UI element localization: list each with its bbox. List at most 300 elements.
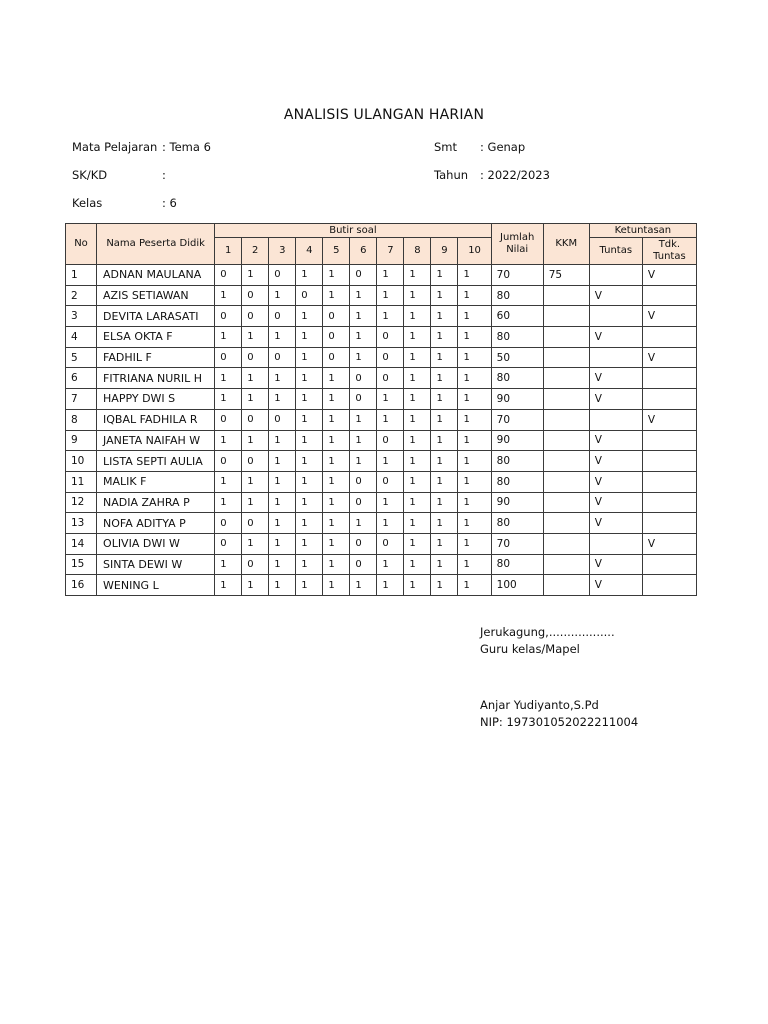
row-score: 0 [269,347,296,368]
row-score: 0 [350,492,377,513]
row-jumlah-nilai: 80 [491,285,543,306]
row-tuntas [589,409,642,430]
row-score: 0 [350,533,377,554]
row-score: 1 [431,409,458,430]
header-butir-soal: Butir soal [215,224,491,238]
row-tdk-tuntas: V [642,347,696,368]
row-score: 1 [431,327,458,348]
row-score: 1 [377,451,404,472]
row-jumlah-nilai: 70 [491,533,543,554]
row-tuntas: V [589,513,642,534]
row-tdk-tuntas [642,492,696,513]
row-kkm [543,430,589,451]
row-score: 1 [350,306,377,327]
row-score: 1 [296,409,323,430]
row-tuntas [589,265,642,286]
row-score: 1 [404,265,431,286]
row-score: 1 [377,285,404,306]
row-no: 7 [66,389,97,410]
row-score: 0 [242,554,269,575]
row-score: 1 [431,533,458,554]
row-score: 1 [323,554,350,575]
table-row [66,285,697,306]
row-score: 0 [215,451,242,472]
row-no: 6 [66,368,97,389]
row-score: 1 [296,554,323,575]
row-no: 8 [66,409,97,430]
row-score: 1 [323,389,350,410]
row-nama: NOFA ADITYA P [97,513,215,534]
row-score: 1 [296,327,323,348]
row-no: 13 [66,513,97,534]
row-score: 1 [377,554,404,575]
row-no: 15 [66,554,97,575]
row-no: 4 [66,327,97,348]
row-score: 1 [377,265,404,286]
row-kkm [543,492,589,513]
row-nama: FADHIL F [97,347,215,368]
table-row [66,368,697,389]
row-score: 1 [458,368,491,389]
row-score: 1 [458,513,491,534]
row-score: 1 [458,430,491,451]
row-kkm [543,575,589,596]
row-score: 0 [242,513,269,534]
row-score: 0 [350,389,377,410]
row-score: 1 [458,575,491,596]
row-tdk-tuntas [642,575,696,596]
row-score: 1 [350,347,377,368]
row-tuntas: V [589,285,642,306]
row-score: 1 [431,285,458,306]
row-jumlah-nilai: 100 [491,575,543,596]
row-score: 1 [323,265,350,286]
row-score: 1 [404,533,431,554]
row-score: 1 [458,265,491,286]
table-row [66,575,697,596]
table-row [66,554,697,575]
row-tuntas: V [589,389,642,410]
row-score: 1 [296,430,323,451]
header-butir-number: 9 [431,238,458,265]
row-score: 1 [404,327,431,348]
row-no: 9 [66,430,97,451]
row-kkm [543,533,589,554]
row-score: 1 [431,368,458,389]
row-score: 1 [269,575,296,596]
row-score: 1 [242,430,269,451]
mapel-label: Mata Pelajaran [72,140,158,154]
row-nama: OLIVIA DWI W [97,533,215,554]
row-score: 0 [377,430,404,451]
row-kkm [543,368,589,389]
row-score: 1 [350,575,377,596]
row-kkm [543,554,589,575]
row-score: 0 [215,513,242,534]
row-score: 1 [242,575,269,596]
row-score: 0 [269,306,296,327]
row-tdk-tuntas [642,285,696,306]
row-no: 14 [66,533,97,554]
row-jumlah-nilai: 70 [491,409,543,430]
row-kkm [543,513,589,534]
row-score: 1 [431,492,458,513]
row-score: 1 [458,306,491,327]
row-score: 1 [269,471,296,492]
row-tdk-tuntas [642,327,696,348]
header-butir-number: 2 [242,238,269,265]
row-score: 1 [404,285,431,306]
table-row [66,533,697,554]
row-score: 1 [269,430,296,451]
row-score: 1 [431,306,458,327]
row-score: 0 [215,409,242,430]
row-score: 1 [458,285,491,306]
row-score: 1 [404,306,431,327]
header-butir-number: 3 [269,238,296,265]
row-no: 11 [66,471,97,492]
row-score: 1 [377,513,404,534]
row-score: 1 [296,306,323,327]
row-score: 1 [269,327,296,348]
row-score: 1 [350,513,377,534]
row-score: 1 [404,368,431,389]
row-no: 16 [66,575,97,596]
row-score: 1 [242,389,269,410]
row-no: 5 [66,347,97,368]
header-butir-number: 4 [296,238,323,265]
row-kkm [543,409,589,430]
row-tuntas: V [589,327,642,348]
row-nama: HAPPY DWI S [97,389,215,410]
row-score: 1 [458,327,491,348]
row-nama: MALIK F [97,471,215,492]
row-score: 1 [404,471,431,492]
table-row [66,451,697,472]
row-score: 1 [269,285,296,306]
signature-place-date: Jerukagung,.................. [480,625,615,639]
signature-role: Guru kelas/Mapel [480,642,580,656]
sk-value: : [162,168,166,182]
row-score: 1 [269,492,296,513]
row-kkm [543,451,589,472]
row-nama: ELSA OKTA F [97,327,215,348]
table-row [66,492,697,513]
row-score: 1 [242,492,269,513]
row-score: 1 [296,575,323,596]
row-score: 1 [458,533,491,554]
row-score: 1 [269,389,296,410]
analysis-table [65,223,697,596]
smt-value: : Genap [480,140,526,154]
tahun-value: : 2022/2023 [480,168,550,182]
tahun-label: Tahun [434,168,469,182]
row-score: 0 [269,265,296,286]
row-score: 1 [350,285,377,306]
row-score: 1 [350,327,377,348]
document-title: ANALISIS ULANGAN HARIAN [283,107,485,123]
row-no: 10 [66,451,97,472]
row-no: 12 [66,492,97,513]
row-score: 1 [296,451,323,472]
row-score: 1 [431,347,458,368]
row-tuntas: V [589,554,642,575]
kelas-label: Kelas [72,196,103,210]
row-score: 0 [242,451,269,472]
row-score: 1 [431,389,458,410]
row-score: 0 [269,409,296,430]
row-tdk-tuntas [642,471,696,492]
row-tuntas: V [589,471,642,492]
signature-nip: NIP: 197301052022211004 [480,715,639,729]
row-nama: AZIS SETIAWAN [97,285,215,306]
row-score: 1 [323,451,350,472]
row-tdk-tuntas [642,368,696,389]
row-jumlah-nilai: 80 [491,327,543,348]
row-score: 0 [377,471,404,492]
row-tuntas: V [589,492,642,513]
row-score: 1 [323,575,350,596]
row-score: 0 [215,533,242,554]
smt-label: Smt [434,140,458,154]
row-score: 1 [377,575,404,596]
row-tdk-tuntas [642,513,696,534]
row-score: 1 [323,471,350,492]
header-butir-number: 10 [458,238,491,265]
row-score: 0 [215,347,242,368]
row-score: 1 [323,368,350,389]
row-score: 1 [296,368,323,389]
row-score: 1 [215,492,242,513]
row-score: 1 [377,306,404,327]
table-row [66,389,697,410]
row-tdk-tuntas [642,430,696,451]
row-score: 1 [242,368,269,389]
header-ketuntasan: Ketuntasan [589,224,696,238]
row-score: 0 [242,409,269,430]
row-score: 1 [296,265,323,286]
row-score: 1 [215,368,242,389]
row-score: 1 [323,513,350,534]
row-no: 1 [66,265,97,286]
row-score: 1 [269,451,296,472]
row-score: 1 [242,471,269,492]
row-jumlah-nilai: 70 [491,265,543,286]
row-score: 0 [377,368,404,389]
row-score: 0 [323,347,350,368]
row-score: 1 [377,409,404,430]
row-jumlah-nilai: 80 [491,368,543,389]
kelas-value: : 6 [162,196,177,210]
row-tdk-tuntas: V [642,533,696,554]
row-score: 1 [296,513,323,534]
table-row [66,513,697,534]
row-score: 1 [431,575,458,596]
row-score: 0 [350,368,377,389]
row-score: 1 [269,513,296,534]
row-tuntas [589,306,642,327]
row-score: 1 [431,513,458,534]
row-score: 1 [431,554,458,575]
table-row [66,430,697,451]
row-tdk-tuntas: V [642,409,696,430]
row-score: 1 [242,327,269,348]
sk-label: SK/KD [72,168,108,182]
table-row [66,347,697,368]
row-kkm [543,471,589,492]
header-butir-number: 8 [404,238,431,265]
row-kkm: 75 [543,265,589,286]
row-score: 0 [296,285,323,306]
mapel-value: : Tema 6 [162,140,211,154]
header-nama: Nama Peserta Didik [97,224,215,265]
header-tdk-tuntas: Tdk. Tuntas [642,238,696,265]
row-score: 0 [242,306,269,327]
table-row [66,327,697,348]
table-row [66,265,697,286]
row-jumlah-nilai: 60 [491,306,543,327]
row-tuntas [589,533,642,554]
row-nama: NADIA ZAHRA P [97,492,215,513]
row-score: 1 [404,513,431,534]
row-score: 1 [404,389,431,410]
row-score: 1 [215,430,242,451]
row-score: 0 [215,306,242,327]
row-score: 1 [458,409,491,430]
row-score: 1 [431,471,458,492]
row-tdk-tuntas [642,389,696,410]
row-score: 0 [215,265,242,286]
table-row [66,409,697,430]
row-score: 1 [296,347,323,368]
row-score: 1 [323,533,350,554]
table-body [66,265,697,596]
row-score: 1 [431,265,458,286]
row-score: 0 [242,285,269,306]
row-nama: JANETA NAIFAH W [97,430,215,451]
row-jumlah-nilai: 50 [491,347,543,368]
row-score: 1 [269,554,296,575]
row-score: 0 [323,327,350,348]
row-jumlah-nilai: 80 [491,451,543,472]
table-row [66,306,697,327]
row-kkm [543,389,589,410]
row-kkm [543,306,589,327]
row-jumlah-nilai: 90 [491,389,543,410]
row-score: 0 [242,347,269,368]
row-no: 3 [66,306,97,327]
row-score: 1 [323,492,350,513]
row-score: 1 [296,533,323,554]
row-nama: WENING L [97,575,215,596]
row-score: 1 [458,451,491,472]
row-score: 1 [269,533,296,554]
row-score: 1 [296,389,323,410]
row-score: 1 [458,389,491,410]
header-butir-number: 5 [323,238,350,265]
row-score: 1 [215,327,242,348]
row-score: 0 [350,265,377,286]
header-butir-number: 7 [377,238,404,265]
header-butir-number: 1 [215,238,242,265]
row-score: 1 [215,554,242,575]
row-nama: LISTA SEPTI AULIA [97,451,215,472]
row-tuntas: V [589,430,642,451]
row-tuntas: V [589,575,642,596]
header-butir-number: 6 [350,238,377,265]
row-score: 1 [377,492,404,513]
row-score: 1 [458,492,491,513]
row-score: 0 [350,471,377,492]
header-kkm: KKM [543,224,589,265]
row-kkm [543,285,589,306]
row-nama: FITRIANA NURIL H [97,368,215,389]
row-score: 1 [404,430,431,451]
row-score: 1 [404,409,431,430]
row-score: 1 [458,554,491,575]
row-score: 1 [404,347,431,368]
row-jumlah-nilai: 80 [491,513,543,534]
row-score: 1 [242,533,269,554]
row-score: 1 [431,430,458,451]
row-jumlah-nilai: 80 [491,554,543,575]
row-score: 1 [458,471,491,492]
row-score: 1 [323,430,350,451]
row-score: 0 [323,306,350,327]
row-score: 1 [215,389,242,410]
row-no: 2 [66,285,97,306]
header-no: No [66,224,97,265]
row-tuntas: V [589,368,642,389]
row-kkm [543,327,589,348]
row-tdk-tuntas [642,554,696,575]
row-score: 1 [296,471,323,492]
row-tdk-tuntas: V [642,265,696,286]
row-nama: SINTA DEWI W [97,554,215,575]
row-tuntas [589,347,642,368]
row-score: 1 [296,492,323,513]
row-score: 1 [215,471,242,492]
row-kkm [543,347,589,368]
row-score: 1 [323,285,350,306]
row-score: 0 [377,533,404,554]
row-tdk-tuntas [642,451,696,472]
row-score: 0 [350,554,377,575]
row-tdk-tuntas: V [642,306,696,327]
row-jumlah-nilai: 90 [491,492,543,513]
row-score: 1 [215,575,242,596]
row-score: 1 [431,451,458,472]
row-score: 1 [215,285,242,306]
row-jumlah-nilai: 90 [491,430,543,451]
row-score: 1 [269,368,296,389]
row-score: 1 [404,492,431,513]
row-jumlah-nilai: 80 [491,471,543,492]
row-nama: DEVITA LARASATI [97,306,215,327]
row-score: 0 [377,327,404,348]
row-nama: IQBAL FADHILA R [97,409,215,430]
header-tuntas: Tuntas [589,238,642,265]
row-score: 1 [350,451,377,472]
row-score: 1 [404,575,431,596]
signature-name: Anjar Yudiyanto,S.Pd [480,698,599,712]
row-score: 1 [350,430,377,451]
row-score: 0 [377,347,404,368]
table-row [66,471,697,492]
row-score: 1 [404,451,431,472]
row-score: 1 [377,389,404,410]
row-score: 1 [350,409,377,430]
